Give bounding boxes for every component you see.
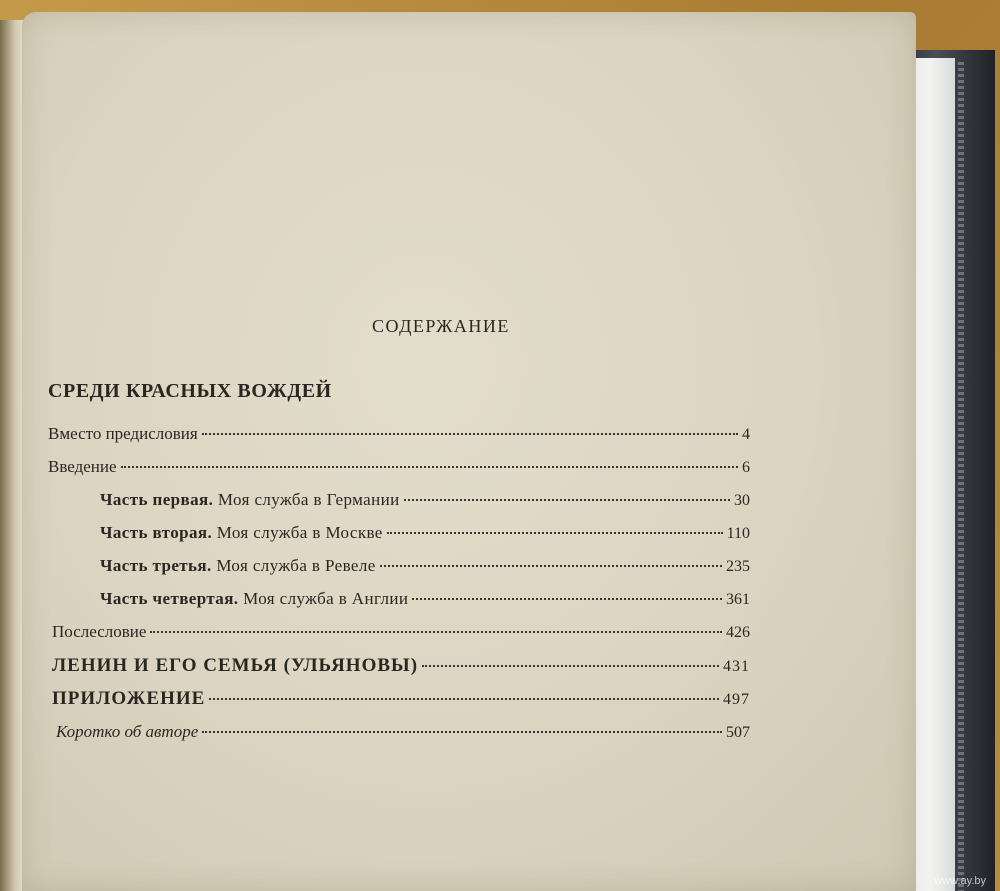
toc-entry-major	[52, 688, 750, 710]
toc-entry-author	[56, 722, 750, 742]
toc-entry	[48, 457, 750, 477]
entry-page: 497	[723, 691, 750, 708]
site-watermark: www.ay.by	[934, 875, 986, 887]
dot-leader	[209, 698, 719, 700]
part-number: Часть первая.	[100, 490, 214, 509]
part-number: Часть четвертая.	[100, 589, 239, 608]
entry-label: Введение	[48, 457, 117, 476]
toc-heading: СОДЕРЖАНИЕ	[372, 316, 510, 336]
entry-label: Коротко об авторе	[56, 722, 199, 741]
toc-entry-part	[100, 490, 750, 510]
dot-leader	[202, 433, 738, 435]
dot-leader	[121, 466, 738, 468]
entry-page: 30	[734, 492, 750, 509]
toc-entry	[48, 424, 750, 444]
entry-page: 6	[742, 459, 750, 476]
part-number: Часть третья.	[100, 556, 212, 575]
dot-leader	[404, 499, 730, 501]
toc-entry-part	[100, 589, 750, 609]
entry-label: Вместо предисловия	[48, 424, 198, 443]
dot-leader	[412, 598, 722, 600]
entry-label: Послесловие	[52, 622, 147, 641]
toc-entry-part	[100, 523, 750, 543]
dot-leader	[202, 731, 722, 733]
toc-entry-major	[52, 655, 750, 677]
entry-page: 507	[726, 724, 750, 741]
toc-entry	[52, 622, 750, 642]
entry-label: Моя служба в Москве	[216, 523, 383, 542]
entry-label: ЛЕНИН И ЕГО СЕМЬЯ (УЛЬЯНОВЫ)	[52, 655, 419, 676]
toc-entry-part	[100, 556, 750, 576]
section-title: СРЕДИ КРАСНЫХ ВОЖДЕЙ	[48, 380, 332, 402]
entry-page: 426	[726, 624, 750, 641]
entry-page: 235	[726, 558, 750, 575]
entry-label: ПРИЛОЖЕНИЕ	[52, 688, 206, 709]
entry-page: 110	[726, 525, 750, 542]
dot-leader	[422, 665, 719, 667]
part-number: Часть вторая.	[100, 523, 213, 542]
entry-label: Моя служба в Германии	[217, 490, 400, 509]
entry-label: Моя служба в Англии	[243, 589, 409, 608]
entry-page: 4	[742, 426, 750, 443]
dot-leader	[380, 565, 722, 567]
entry-page: 361	[726, 591, 750, 608]
entry-page: 431	[723, 658, 750, 675]
dot-leader	[387, 532, 723, 534]
entry-label: Моя служба в Ревеле	[216, 556, 376, 575]
dot-leader	[150, 631, 722, 633]
